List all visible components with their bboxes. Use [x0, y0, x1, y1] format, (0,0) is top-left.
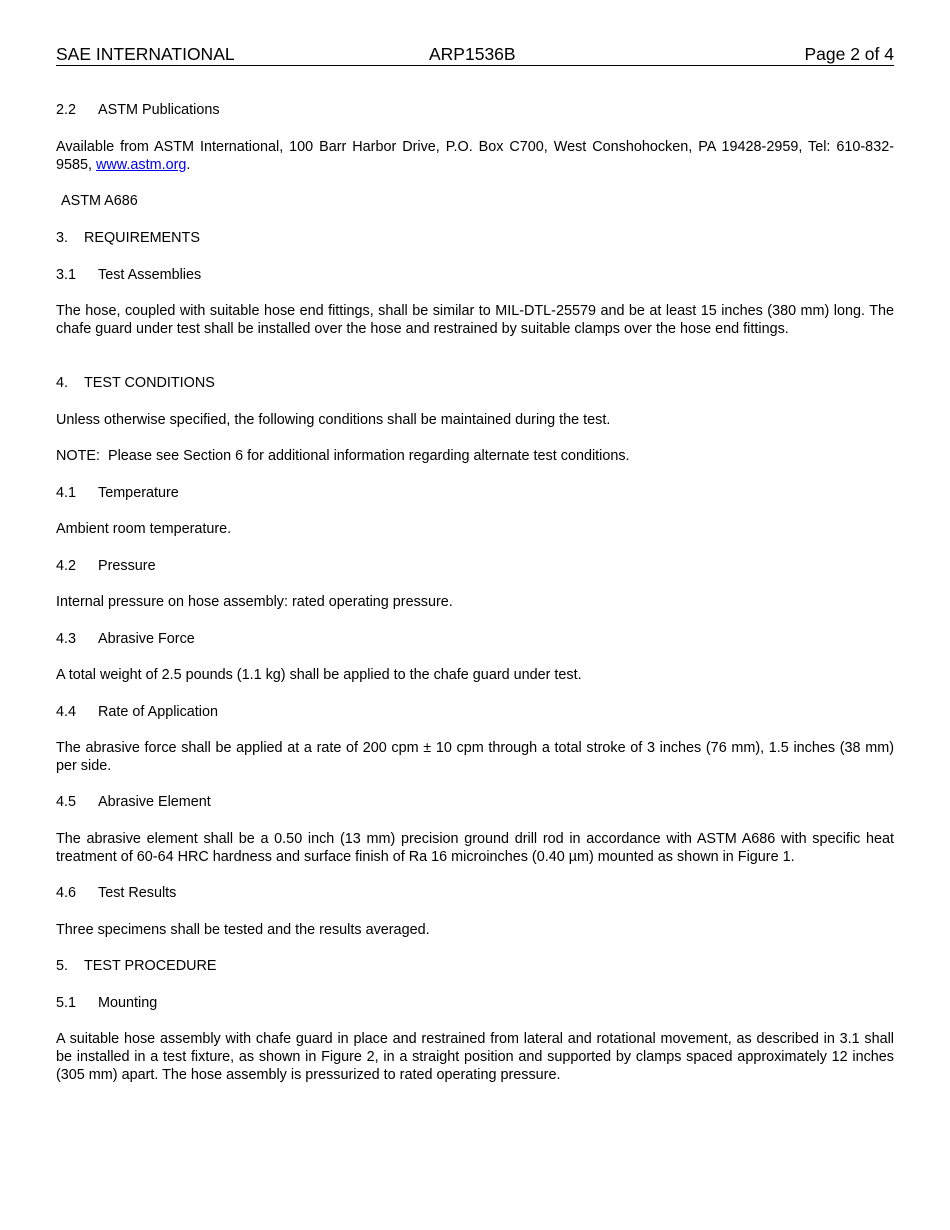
paragraph-test-assemblies: The hose, coupled with suitable hose end fittings, shall be similar to MIL-DTL-25579 and be at least 15 inches (380 mm) long. The chafe guard under test shall be installed over the hose and restrained by suitable clamps over the hose end fittings.: [56, 303, 894, 337]
paragraph-abrasive-element: The abrasive element shall be a 0.50 inch (13 mm) precision ground drill rod in accordance with ASTM A686 with specific heat treatment of 60-64 HRC hardness and surface finish of Ra 16 microinches (0.40 µm) mounted as shown in Figure 1.: [56, 831, 894, 865]
heading-5-1: [56, 994, 894, 1012]
address-period: .: [186, 157, 191, 173]
paragraph-mounting: A suitable hose assembly with chafe guard in place and restrained from lateral and rotational movement, as described in 3.1 shall be installed in a test fixture, as shown in Figure 2, in a straight position and supported by clamps spaced approximately 12 inches (305 mm) apart. The hose assembly is pressurized to rated operating pressure.: [56, 1031, 894, 1083]
section-title: Test Results: [98, 885, 177, 901]
section-title: REQUIREMENTS: [84, 230, 200, 246]
address-text: Available from ASTM International, 100 Barr Harbor Drive, P.O. Box C700, West Conshohocken, PA 19428-2959, Tel: 610-832-9585,: [56, 139, 894, 173]
section-number: 4.: [56, 375, 69, 391]
section-number: 4.1: [56, 485, 77, 501]
section-title: Mounting: [98, 995, 158, 1011]
heading-4-3: [56, 630, 894, 648]
section-title: Abrasive Force: [98, 631, 195, 647]
section-number: 5.1: [56, 995, 77, 1011]
section-number: 4.4: [56, 704, 77, 720]
section-number: 3.1: [56, 267, 77, 283]
paragraph-test-conditions: Unless otherwise specified, the following conditions shall be maintained during the test.: [56, 412, 611, 428]
section-number: 3.: [56, 230, 69, 246]
section-number: 4.6: [56, 885, 77, 901]
reference-astm-a686: ASTM A686: [61, 193, 138, 209]
section-title: TEST CONDITIONS: [84, 375, 215, 391]
paragraph-pressure: Internal pressure on hose assembly: rated operating pressure.: [56, 594, 453, 610]
paragraph-abrasive-force: A total weight of 2.5 pounds (1.1 kg) shall be applied to the chafe guard under test.: [56, 667, 582, 683]
paragraph-temperature: Ambient room temperature.: [56, 521, 232, 537]
heading-3-1: [56, 266, 894, 284]
heading-4-2: [56, 557, 894, 575]
header-org: SAE INTERNATIONAL: [56, 44, 235, 64]
page-header: [56, 44, 894, 66]
heading-4: [56, 374, 894, 392]
section-title: Test Assemblies: [98, 267, 202, 283]
heading-2-2: [56, 101, 894, 119]
section-number: 4.2: [56, 558, 77, 574]
section-title: Rate of Application: [98, 704, 219, 720]
paragraph-test-results: Three specimens shall be tested and the results averaged.: [56, 922, 430, 938]
astm-website-link[interactable]: www.astm.org: [96, 157, 187, 173]
heading-4-4: [56, 703, 894, 721]
section-title: Pressure: [98, 558, 156, 574]
heading-4-5: [56, 793, 894, 811]
section-title: ASTM Publications: [98, 102, 220, 118]
section-number: 4.3: [56, 631, 77, 647]
note-alternate-conditions: NOTE: Please see Section 6 for additional information regarding alternate test conditions.: [56, 448, 630, 464]
section-title: TEST PROCEDURE: [84, 958, 217, 974]
section-number: 2.2: [56, 102, 77, 118]
heading-5: [56, 957, 894, 975]
section-number: 5.: [56, 958, 69, 974]
header-page-number: Page 2 of 4: [804, 44, 894, 64]
section-title: Abrasive Element: [98, 794, 211, 810]
heading-4-1: [56, 484, 894, 502]
section-number: 4.5: [56, 794, 77, 810]
paragraph-rate-of-application: The abrasive force shall be applied at a rate of 200 cpm ± 10 cpm through a total stroke of 3 inches (76 mm), 1.5 inches (38 mm) per side.: [56, 740, 894, 774]
heading-4-6: [56, 884, 894, 902]
section-title: Temperature: [98, 485, 179, 501]
paragraph-astm-address: [56, 138, 894, 174]
header-doc-id: ARP1536B: [429, 44, 516, 64]
heading-3: [56, 229, 894, 247]
